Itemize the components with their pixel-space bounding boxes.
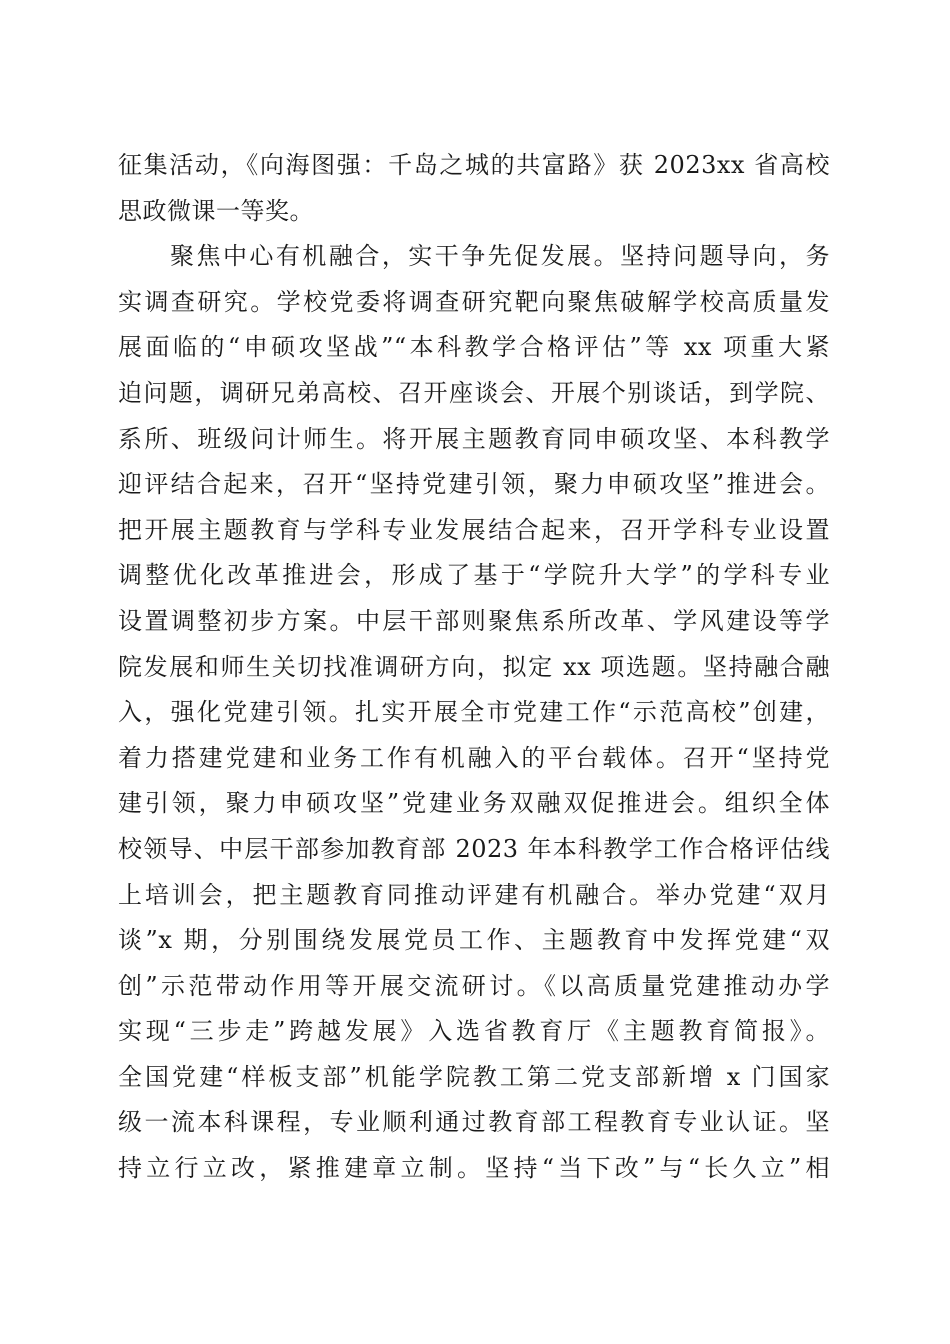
text-line: 实现“三步走”跨越发展》入选省教育厅《主题教育简报》。	[118, 1017, 830, 1046]
text-line: 调整优化改革推进会，形成了基于“学院升大学”的学科专业	[118, 561, 830, 590]
text-line: 思政微课一等奖。	[118, 196, 314, 225]
text-line: 院发展和师生关切找准调研方向，拟定 xx 项选题。坚持融合融	[118, 652, 830, 681]
text-line: 级一流本科课程，专业顺利通过教育部工程教育专业认证。坚	[118, 1108, 830, 1137]
text-line: 把开展主题教育与学科专业发展结合起来，召开学科专业设置	[118, 515, 830, 544]
text-line: 实调查研究。学校党委将调查研究靶向聚焦破解学校高质量发	[118, 287, 830, 316]
text-line: 系所、班级问计师生。将开展主题教育同申硕攻坚、本科教学	[118, 424, 830, 453]
text-line: 设置调整初步方案。中层干部则聚焦系所改革、学风建设等学	[118, 606, 830, 635]
text-line: 校领导、中层干部参加教育部 2023 年本科教学工作合格评估线	[118, 834, 830, 863]
text-line: 迎评结合起来，召开“坚持党建引领，聚力申硕攻坚”推进会。	[118, 470, 830, 499]
text-line: 着力搭建党建和业务工作有机融入的平台载体。召开“坚持党	[118, 743, 830, 772]
text-line: 全国党建“样板支部”机能学院教工第二党支部新增 x 门国家	[118, 1062, 830, 1091]
body-text	[118, 143, 830, 1192]
text-line: 聚焦中心有机融合，实干争先促发展。坚持问题导向，务	[170, 242, 830, 271]
text-line: 创”示范带动作用等开展交流研讨。《以高质量党建推动办学	[118, 971, 830, 1000]
text-line: 征集活动，《向海图强：千岛之城的共富路》获 2023xx 省高校	[118, 151, 830, 179]
text-line: 展面临的“申硕攻坚战”“本科教学合格评估”等 xx 项重大紧	[118, 333, 830, 362]
text-line: 谈”x 期，分别围绕发展党员工作、主题教育中发挥党建“双	[118, 926, 830, 955]
text-line: 上培训会，把主题教育同推动评建有机融合。举办党建“双月	[118, 880, 830, 909]
text-line: 入，强化党建引领。扎实开展全市党建工作“示范高校”创建，	[118, 698, 830, 727]
text-line: 迫问题，调研兄弟高校、召开座谈会、开展个别谈话，到学院、	[118, 378, 830, 407]
text-line: 建引领，聚力申硕攻坚”党建业务双融双促推进会。组织全体	[118, 789, 830, 818]
text-line: 持立行立改，紧推建章立制。坚持“当下改”与“长久立”相	[118, 1154, 830, 1183]
